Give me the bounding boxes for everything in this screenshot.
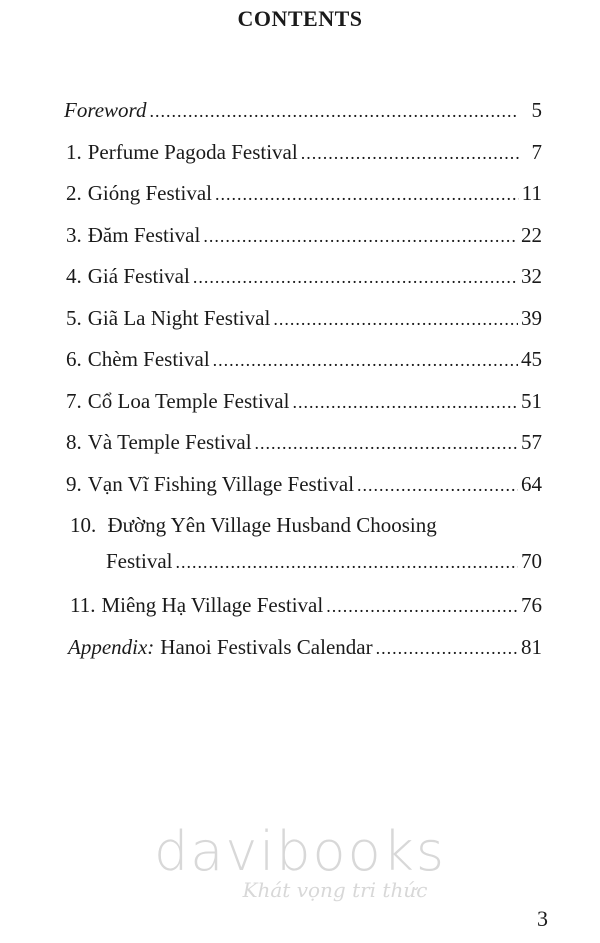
toc-entry-page: 45	[521, 347, 542, 371]
table-of-contents	[64, 98, 542, 676]
toc-entry-two-line	[64, 513, 542, 585]
dot-leader	[255, 433, 518, 454]
toc-entry-number: 7.	[66, 388, 82, 413]
dot-leader	[357, 475, 518, 496]
toc-entry-number: 11.	[70, 593, 96, 617]
toc-entry-second-line	[64, 549, 542, 585]
toc-entry	[64, 389, 542, 431]
toc-entry-label: Đường Yên Village Husband Choosing	[107, 513, 437, 537]
toc-entry-page: 5	[531, 98, 542, 122]
toc-entry-page: 32	[521, 264, 542, 288]
toc-entry-page: 70	[521, 549, 542, 573]
toc-entry-page: 51	[521, 388, 542, 413]
toc-entry	[64, 140, 542, 182]
toc-entry-page: 22	[521, 222, 542, 247]
watermark-brand: davibooks	[153, 820, 447, 883]
toc-entry-appendix	[64, 635, 542, 677]
page-number: 3	[537, 906, 548, 931]
toc-entry-label-continued: Festival	[106, 549, 173, 573]
toc-entry-page: 76	[521, 593, 542, 617]
dot-leader	[149, 101, 519, 122]
toc-entry-label: Và Temple Festival	[87, 430, 252, 454]
toc-entry-number: 4.	[66, 264, 82, 288]
toc-entry-label: Gióng Festival	[87, 181, 212, 205]
dot-leader	[273, 309, 518, 330]
toc-entry	[64, 264, 542, 306]
toc-entry-label: Perfume Pagoda Festival	[87, 139, 298, 164]
toc-entry-label: Foreword	[64, 98, 147, 122]
toc-entry-first-line	[64, 513, 542, 549]
dot-leader	[301, 143, 519, 164]
dot-leader	[376, 638, 518, 659]
dot-leader	[292, 392, 518, 413]
toc-entry	[64, 593, 542, 635]
toc-entry-label: Hanoi Festivals Calendar	[160, 634, 373, 659]
toc-entry-page: 11	[521, 181, 542, 205]
dot-leader	[213, 350, 518, 371]
toc-entry-number: 3.	[66, 222, 82, 247]
watermark	[0, 822, 600, 902]
toc-entry-label: Giã La Night Festival	[87, 305, 271, 330]
toc-entry-label: Cổ Loa Temple Festival	[87, 388, 290, 413]
toc-entry-label: Miêng Hạ Village Festival	[101, 593, 324, 617]
toc-entry	[64, 347, 542, 389]
toc-entry-number: 5.	[66, 305, 82, 330]
toc-entry	[64, 181, 542, 223]
dot-leader	[203, 226, 518, 247]
toc-entry	[64, 223, 542, 265]
page-title: CONTENTS	[237, 6, 363, 31]
dot-leader	[176, 552, 519, 573]
toc-entry-foreword	[64, 98, 542, 140]
toc-entry-prefix: Appendix:	[68, 634, 155, 659]
toc-entry	[64, 430, 542, 472]
dot-leader	[193, 267, 518, 288]
toc-entry-number: 8.	[66, 430, 82, 454]
toc-entry-label: Vạn Vĩ Fishing Village Festival	[87, 471, 355, 496]
toc-entry-label: Giá Festival	[87, 264, 190, 288]
toc-entry-page: 81	[521, 634, 542, 659]
toc-entry-number: 2.	[66, 181, 82, 205]
toc-entry-page: 57	[521, 430, 542, 454]
toc-entry-label: Đăm Festival	[87, 222, 201, 247]
toc-entry-page: 39	[521, 305, 542, 330]
dot-leader	[215, 184, 519, 205]
toc-entry-number: 9.	[66, 471, 82, 496]
toc-entry-label: Chèm Festival	[87, 347, 210, 371]
watermark-tagline: Khát vọng tri thức	[242, 878, 428, 902]
toc-entry-page: 7	[531, 139, 542, 164]
toc-entry-page: 64	[521, 471, 542, 496]
toc-entry	[64, 472, 542, 514]
toc-entry-number: 6.	[66, 347, 82, 371]
dot-leader	[326, 596, 518, 617]
toc-entry	[64, 306, 542, 348]
toc-entry-number: 10.	[70, 513, 97, 537]
toc-entry-number: 1.	[66, 139, 82, 164]
